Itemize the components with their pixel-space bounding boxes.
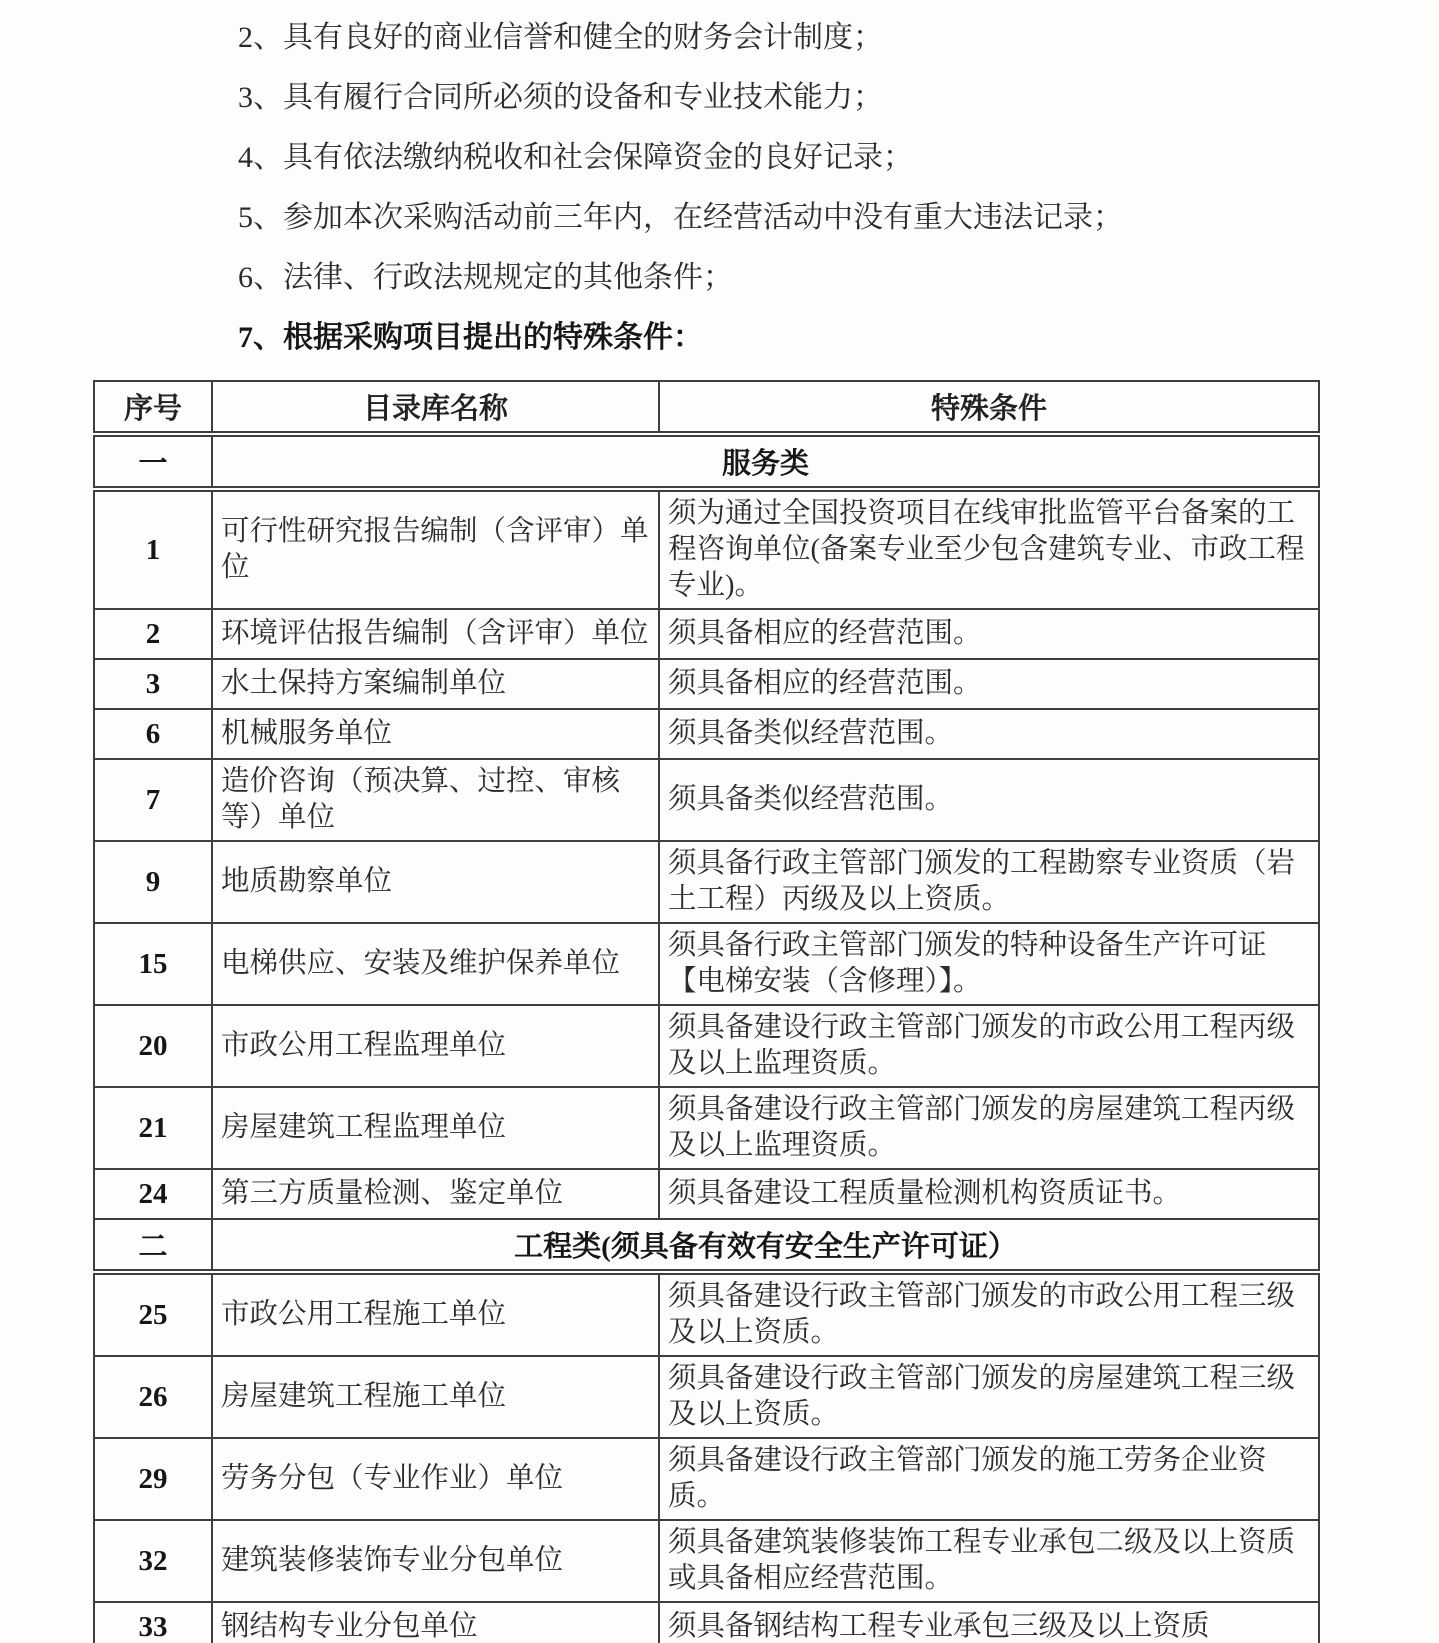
header-special-condition: 特殊条件 [659,381,1319,434]
table-row [94,1602,1319,1643]
row-serial-number: 3 [94,659,212,709]
catalog-name: 房屋建筑工程监理单位 [212,1087,659,1169]
row-serial-number: 7 [94,759,212,841]
header-serial-number: 序号 [94,381,212,434]
special-condition: 须具备建设行政主管部门颁发的房屋建筑工程丙级及以上监理资质。 [659,1087,1319,1169]
row-serial-number: 2 [94,609,212,659]
catalog-name: 可行性研究报告编制（含评审）单位 [212,489,659,609]
table-row [94,1356,1319,1438]
row-serial-number: 1 [94,489,212,609]
clause-item: 2、具有良好的商业信誉和健全的财务会计制度； [238,21,883,54]
clause-item: 3、具有履行合同所必须的设备和专业技术能力； [238,81,883,114]
clause-item: 4、具有依法缴纳税收和社会保障资金的良好记录； [238,141,913,174]
special-condition: 须具备建筑装修装饰工程专业承包二级及以上资质或具备相应经营范围。 [659,1520,1319,1602]
row-serial-number: 24 [94,1169,212,1219]
row-serial-number: 26 [94,1356,212,1438]
special-condition: 须具备建设工程质量检测机构资质证书。 [659,1169,1319,1219]
section-label: 服务类 [212,434,1319,489]
header-catalog-name: 目录库名称 [212,381,659,434]
table-row [94,659,1319,709]
special-condition: 须具备钢结构工程专业承包三级及以上资质 [659,1602,1319,1643]
table-row [94,1520,1319,1602]
special-condition: 须具备相应的经营范围。 [659,609,1319,659]
table-row [94,759,1319,841]
special-condition: 须具备建设行政主管部门颁发的施工劳务企业资质。 [659,1438,1319,1520]
special-condition: 须具备行政主管部门颁发的工程勘察专业资质（岩土工程）丙级及以上资质。 [659,841,1319,923]
row-serial-number: 20 [94,1005,212,1087]
table-body [94,434,1319,1643]
catalog-name: 建筑装修装饰专业分包单位 [212,1520,659,1602]
qualification-clause-list [0,0,1439,356]
row-serial-number: 9 [94,841,212,923]
section-label: 工程类(须具备有效有安全生产许可证） [212,1219,1319,1272]
row-serial-number: 21 [94,1087,212,1169]
section-row [94,1219,1319,1272]
catalog-name: 造价咨询（预决算、过控、审核等）单位 [212,759,659,841]
catalog-name: 机械服务单位 [212,709,659,759]
catalog-name: 市政公用工程监理单位 [212,1005,659,1087]
special-condition: 须为通过全国投资项目在线审批监管平台备案的工程咨询单位(备案专业至少包含建筑专业、市政工程专业)。 [659,489,1319,609]
clause-item: 5、参加本次采购活动前三年内，在经营活动中没有重大违法记录； [238,201,1123,234]
catalog-name: 环境评估报告编制（含评审）单位 [212,609,659,659]
special-condition: 须具备相应的经营范围。 [659,659,1319,709]
table-row [94,1169,1319,1219]
row-serial-number: 32 [94,1520,212,1602]
special-condition: 须具备类似经营范围。 [659,759,1319,841]
catalog-name: 第三方质量检测、鉴定单位 [212,1169,659,1219]
table-row [94,1087,1319,1169]
table-row [94,489,1319,609]
row-serial-number: 6 [94,709,212,759]
clause-item: 6、法律、行政法规规定的其他条件； [238,261,733,294]
table-row [94,609,1319,659]
catalog-name: 电梯供应、安装及维护保养单位 [212,923,659,1005]
section-row [94,434,1319,489]
row-serial-number: 25 [94,1272,212,1356]
special-condition: 须具备类似经营范围。 [659,709,1319,759]
special-conditions-table [93,380,1320,1643]
table-header-row [94,381,1319,434]
table-row [94,1438,1319,1520]
catalog-name: 地质勘察单位 [212,841,659,923]
table-row [94,841,1319,923]
row-serial-number: 33 [94,1602,212,1643]
special-condition: 须具备建设行政主管部门颁发的市政公用工程丙级及以上监理资质。 [659,1005,1319,1087]
row-serial-number: 29 [94,1438,212,1520]
catalog-name: 房屋建筑工程施工单位 [212,1356,659,1438]
table-row [94,923,1319,1005]
table-row [94,709,1319,759]
catalog-name: 劳务分包（专业作业）单位 [212,1438,659,1520]
special-condition: 须具备建设行政主管部门颁发的房屋建筑工程三级及以上资质。 [659,1356,1319,1438]
catalog-name: 水土保持方案编制单位 [212,659,659,709]
clause-item: 7、根据采购项目提出的特殊条件： [238,321,703,354]
special-condition: 须具备建设行政主管部门颁发的市政公用工程三级及以上资质。 [659,1272,1319,1356]
row-serial-number: 15 [94,923,212,1005]
section-number: 一 [94,434,212,489]
catalog-name: 钢结构专业分包单位 [212,1602,659,1643]
special-condition: 须具备行政主管部门颁发的特种设备生产许可证【电梯安装（含修理）】。 [659,923,1319,1005]
table-row [94,1005,1319,1087]
section-number: 二 [94,1219,212,1272]
catalog-name: 市政公用工程施工单位 [212,1272,659,1356]
table-row [94,1272,1319,1356]
